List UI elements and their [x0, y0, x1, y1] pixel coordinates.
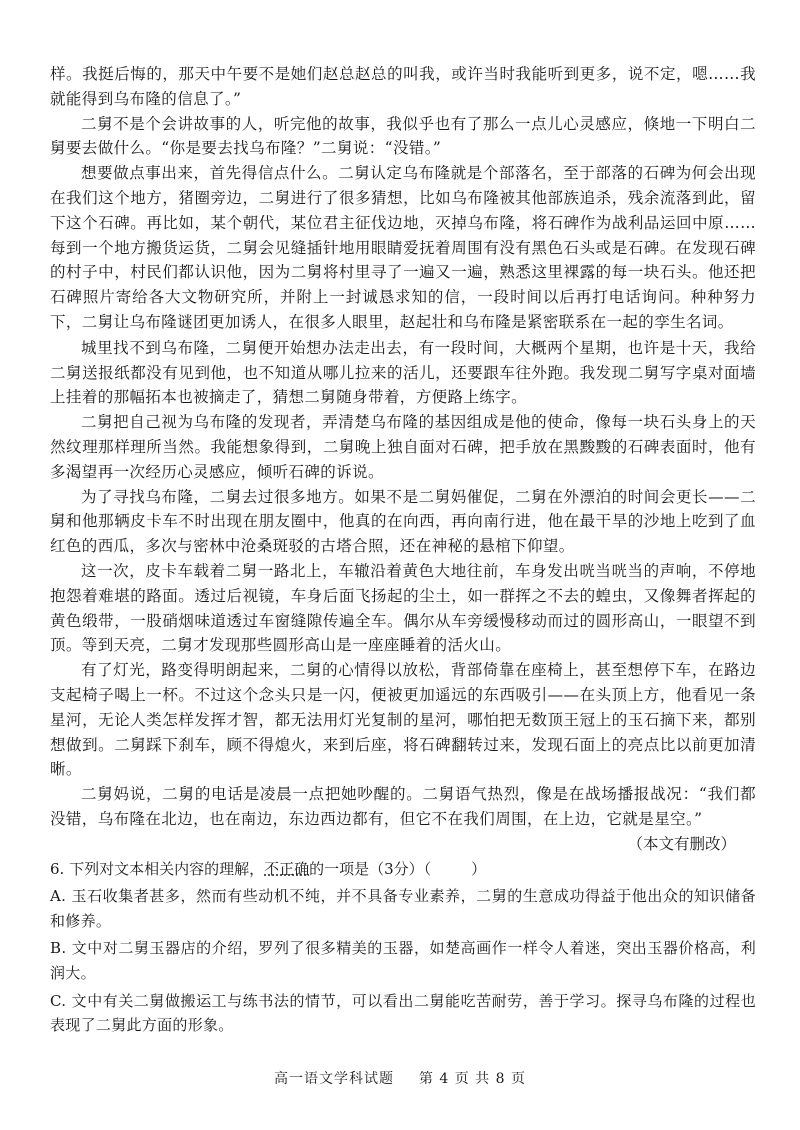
option-a: A. 玉石收集者甚多，然而有些动机不纯，并不具备专业素养，二舅的生意成功得益于他出众的知识储备和修养。 [50, 887, 756, 930]
footer-page-info: 第 4 页 共 8 页 [418, 1071, 526, 1087]
option-c: C. 文中有关二舅做搬运工与练书法的情节，可以看出二舅能吃苦耐劳，善于学习。探寻乌布隆的过程也表现了二舅此方面的形象。 [50, 991, 756, 1035]
reading-passage [50, 62, 756, 857]
passage-paragraph: 样。我挺后悔的，那天中午要不是她们赵总赵总的叫我，或许当时我能听到更多，说不定，嗯……我就能得到乌布隆的信息了。” [50, 65, 756, 108]
option-b: B. 文中对二舅玉器店的介绍，罗列了很多精美的玉器，如楚高画作一样令人着迷，突出玉器价格高，利润大。 [50, 939, 756, 983]
passage-paragraph: 有了灯光，路变得明朗起来，二舅的心情得以放松，背部倚靠在座椅上，甚至想停下车，在路边支起椅子喝上一杯。不过这个念头只是一闪，便被更加遥远的东西吸引——在头顶上方，他看见一条星河，无论人类怎样发挥才智，都无法用灯光复制的星河，哪怕把无数顶王冠上的玉石摘下来，都别想做到。二舅踩下刹车，顾不得熄火，来到后座，将石碑翻转过来，发现石面上的亮点比以前更加清晰。 [50, 661, 756, 779]
page-footer [0, 1068, 800, 1088]
passage-paragraph: 城里找不到乌布隆，二舅便开始想办法走出去，有一段时间，大概两个星期，也许是十天，我给二舅送报纸都没有见到他，也不知道从哪儿拉来的活儿，还要跟车往外跑。我发现二舅写字桌对面墙上挂着的那幅拓本也被摘走了，猜想二舅随身带着，方便路上练字。 [50, 338, 756, 407]
question-stem-suffix: 的一项是（3分）（ [309, 859, 432, 878]
question-6 [50, 857, 756, 1038]
passage-paragraph: 这一次，皮卡车载着二舅一路北上，车辙沿着黄色大地往前，车身发出咣当咣当的声响，不停地抱怨着难堪的路面。透过后视镜，车身后面飞扬起的尘土，如一群挥之不去的蝗虫，又像舞者挥起的黄色缎带，一股硝烟味道透过车窗缝隙传遍全车。偶尔从车旁缓慢移动而过的圆形高山，一眼望不到顶。等到天亮，二舅才发现那些圆形高山是一座座睡着的活火山。 [50, 561, 756, 655]
footer-subject: 高一语文学科试题 [274, 1071, 394, 1087]
source-note: （本文有删改） [627, 834, 736, 853]
question-stem-emphasis: 不正确 [264, 859, 310, 878]
passage-paragraph: 二舅妈说，二舅的电话是凌晨一点把她吵醒的。二舅语气热烈，像是在战场播报战况：“我们都没错，乌布隆在北边，也在南边，东边西边都有，但它不在我们周围，在上边，它就是星空。” [50, 785, 756, 828]
exam-page [50, 62, 756, 1038]
passage-paragraph: 想要做点事出来，首先得信点什么。二舅认定乌布隆就是个部落名，至于部落的石碑为何会出现在我们这个地方，猪圈旁边，二舅进行了很多猜想，比如乌布隆被其他部族追杀，残余流落到此，留下这个石碑。再比如，某个朝代，某位君主征伐边地，灭掉乌布隆，将石碑作为战利品运回中原……每到一个地方搬货运货，二舅会见缝插针地用眼睛爱抚着周围有没有黑色石头或是石碑。在发现石碑的村子中，村民们都认识他，因为二舅将村里寻了一遍又一遍，熟悉这里裸露的每一块石头。他还把石碑照片寄给各大文物研究所，并附上一封诚恳求知的信，一段时间以后再打电话询问。种种努力下，二舅让乌布隆谜团更加诱人，在很多人眼里，赵起壮和乌布隆是紧密联系在一起的孪生名词。 [50, 164, 756, 331]
question-stem-prefix: 6. 下列对文本相关内容的理解， [50, 859, 265, 878]
question-stem-close: ） [471, 859, 487, 878]
passage-paragraph: 为了寻找乌布隆，二舅去过很多地方。如果不是二舅妈催促，二舅在外漂泊的时间会更长——二舅和他那辆皮卡车不时出现在朋友圈中，他真的在向西，再向南行进，他在最干旱的沙地上吃到了血红色的西瓜，多次与密林中沧桑斑驳的古塔合照，还在神秘的悬棺下仰望。 [50, 487, 756, 556]
passage-paragraph: 二舅把自己视为乌布隆的发现者，弄清楚乌布隆的基因组成是他的使命，像每一块石头身上的天然纹理那样理所当然。我能想象得到，二舅晚上独自面对石碑，把手放在黑黢黢的石碑表面时，他有多渴望再一次经历心灵感应，倾听石碑的诉说。 [50, 413, 756, 481]
question-stem [50, 857, 756, 882]
passage-paragraph: 二舅不是个会讲故事的人，听完他的故事，我似乎也有了那么一点儿心灵感应，倏地一下明白二舅要去做什么。“你是要去找乌布隆？”二舅说：“没错。” [50, 114, 756, 158]
